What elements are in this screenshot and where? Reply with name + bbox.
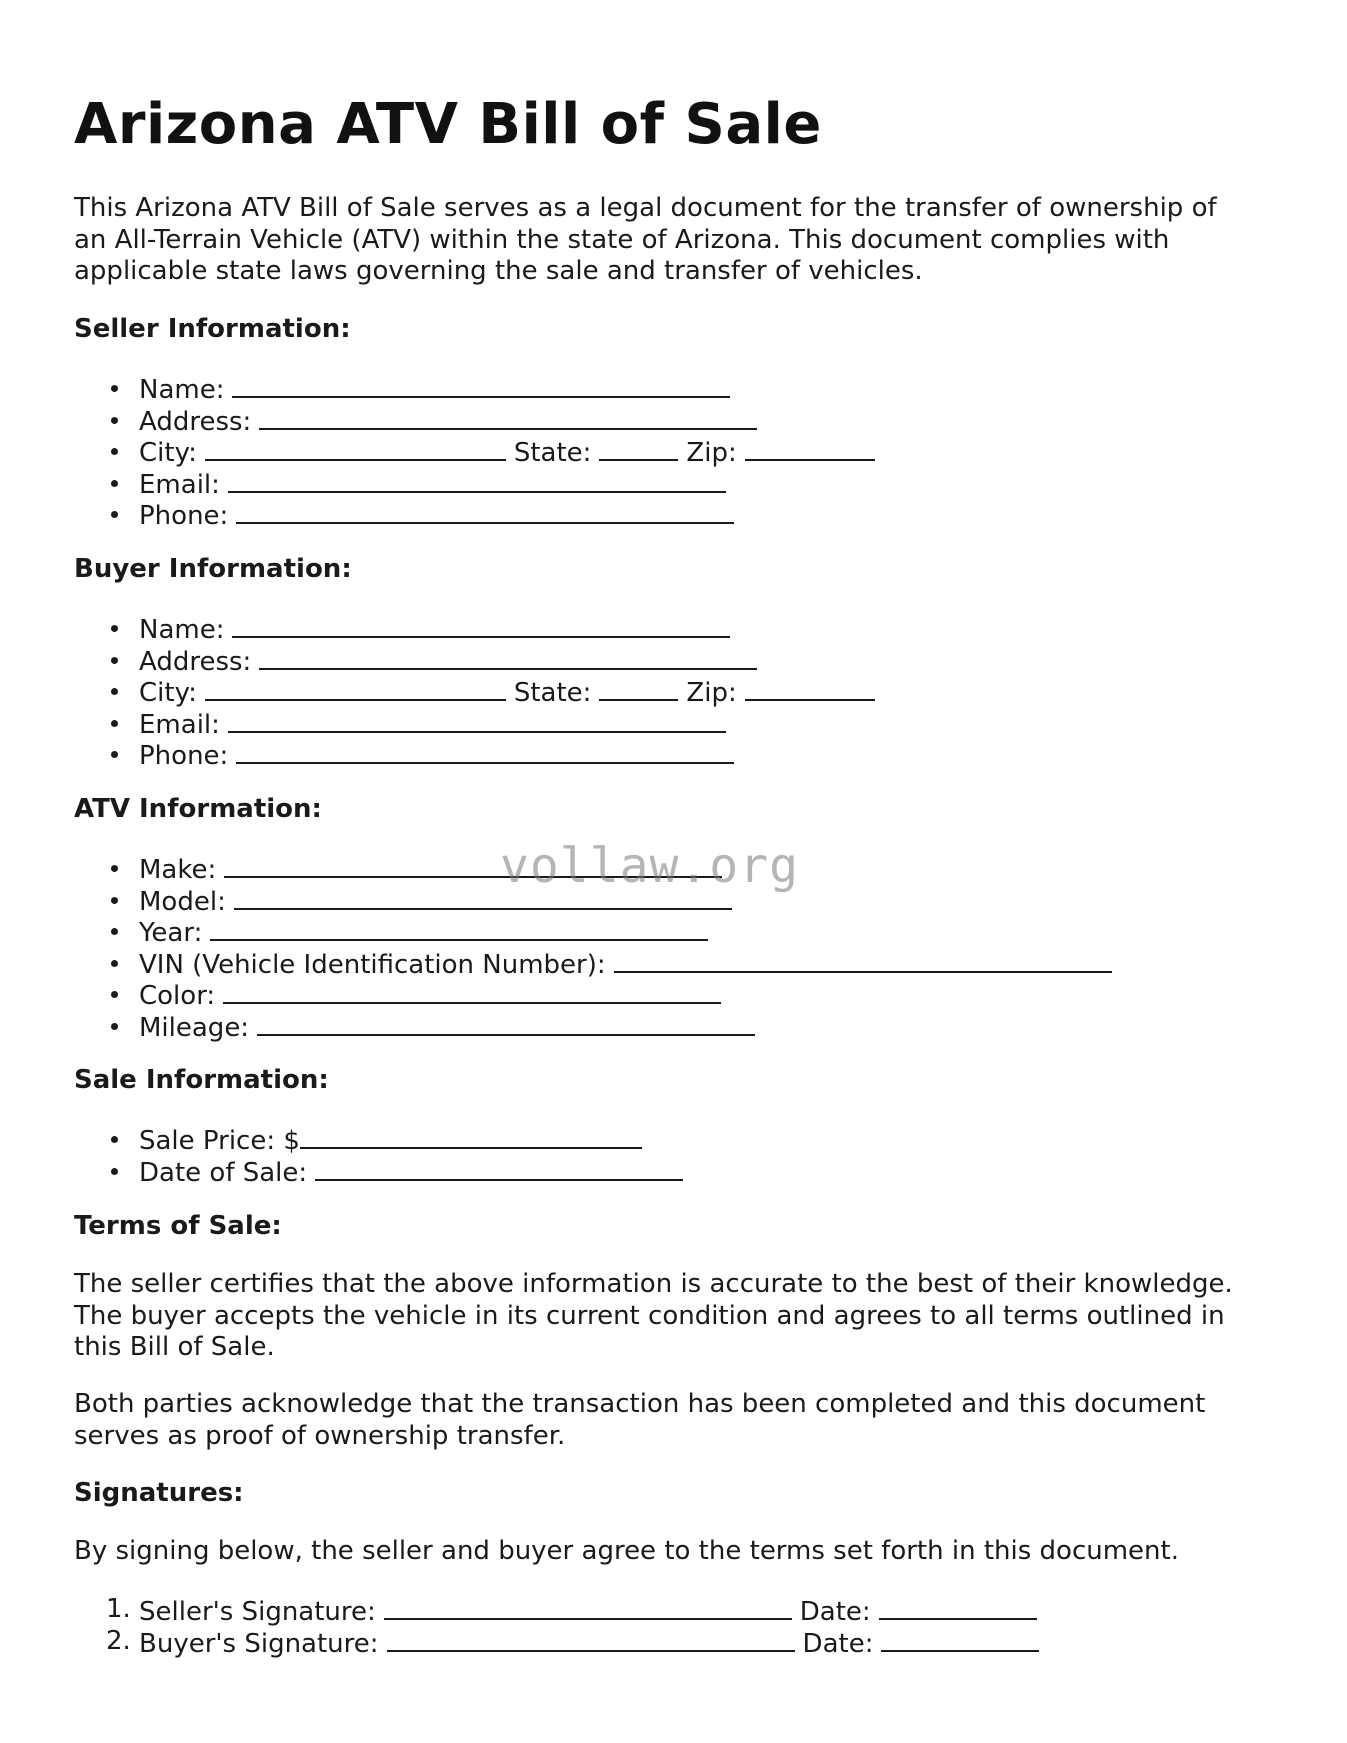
field-label: State:	[513, 678, 592, 708]
sale-price-blank[interactable]	[300, 1123, 642, 1149]
buyer-heading: Buyer Information:	[74, 554, 352, 584]
atv-year-field	[74, 915, 1112, 947]
buyer-name-blank[interactable]	[232, 612, 730, 638]
buyer-email-blank[interactable]	[228, 707, 726, 733]
field-label: State:	[513, 438, 592, 468]
buyer-phone-field	[74, 738, 875, 770]
field-label: Name:	[139, 375, 225, 405]
watermark: vollaw.org	[500, 838, 799, 894]
seller-signature-blank[interactable]	[384, 1594, 792, 1620]
seller-state-blank[interactable]	[599, 435, 678, 461]
buyer-fields	[74, 612, 875, 770]
buyer-address-field	[74, 644, 875, 676]
field-label: Phone:	[139, 501, 229, 531]
buyer-city-field	[74, 675, 875, 707]
intro-paragraph: This Arizona ATV Bill of Sale serves as a legal document for the transfer of ownership of an All-Terrain Vehicle (ATV) within the state of Arizona. This document complies with applicable state laws governing the sale and transfer of vehicles.	[74, 193, 1217, 286]
field-label: VIN (Vehicle Identification Number):	[139, 949, 606, 980]
field-label: Year:	[139, 918, 203, 948]
sale-date-field	[74, 1155, 683, 1187]
terms-paragraph-1: The seller certifies that the above information is accurate to the best of their knowledge. The buyer accepts the vehicle in its current condition and agrees to all terms outlined in this Bill of Sale.	[74, 1269, 1233, 1362]
field-label: Address:	[139, 646, 252, 677]
buyer-signature-field	[74, 1626, 1039, 1658]
buyer-city-blank[interactable]	[205, 675, 506, 701]
seller-zip-blank[interactable]	[745, 435, 875, 461]
atv-color-blank[interactable]	[223, 978, 721, 1004]
atv-mileage-blank[interactable]	[257, 1010, 755, 1036]
seller-address-field	[74, 404, 875, 436]
seller-city-blank[interactable]	[205, 435, 506, 461]
field-label: Color:	[139, 981, 216, 1011]
seller-signature-field	[74, 1594, 1039, 1626]
buyer-email-field	[74, 707, 875, 739]
field-label: City:	[139, 678, 197, 708]
field-label: Date:	[799, 1597, 871, 1627]
field-label: Sale Price: $	[139, 1126, 300, 1156]
seller-name-blank[interactable]	[232, 372, 730, 398]
field-label: Zip:	[686, 678, 737, 708]
seller-fields	[74, 372, 875, 530]
signatures-intro: By signing below, the seller and buyer agree to the terms set forth in this document.	[74, 1536, 1179, 1566]
seller-city-field	[74, 435, 875, 467]
seller-phone-blank[interactable]	[236, 498, 734, 524]
sale-price-field	[74, 1123, 683, 1155]
sale-heading: Sale Information:	[74, 1065, 329, 1095]
field-label: Buyer's Signature:	[139, 1628, 379, 1659]
sale-fields	[74, 1123, 683, 1186]
atv-heading: ATV Information:	[74, 794, 322, 824]
buyer-zip-blank[interactable]	[745, 675, 875, 701]
atv-vin-blank[interactable]	[614, 947, 1112, 973]
field-label: Date:	[802, 1628, 874, 1659]
seller-phone-field	[74, 498, 875, 530]
field-label: Seller's Signature:	[139, 1597, 376, 1627]
field-label: Email:	[139, 469, 220, 500]
field-label: Model:	[139, 886, 226, 917]
field-label: Phone:	[139, 741, 229, 771]
seller-name-field	[74, 372, 875, 404]
buyer-state-blank[interactable]	[599, 675, 678, 701]
field-label: Address:	[139, 406, 252, 437]
seller-heading: Seller Information:	[74, 314, 351, 344]
seller-email-field	[74, 467, 875, 499]
signatures-heading: Signatures:	[74, 1478, 244, 1508]
seller-date-blank[interactable]	[879, 1594, 1037, 1620]
terms-heading: Terms of Sale:	[74, 1211, 282, 1241]
buyer-address-blank[interactable]	[259, 644, 757, 670]
atv-color-field	[74, 978, 1112, 1010]
field-label: Mileage:	[139, 1012, 250, 1043]
buyer-signature-blank[interactable]	[387, 1626, 795, 1652]
atv-vin-field	[74, 947, 1112, 979]
field-label: Make:	[139, 855, 217, 885]
signature-list	[74, 1594, 1039, 1657]
field-label: Date of Sale:	[139, 1157, 308, 1188]
field-label: Email:	[139, 709, 220, 740]
buyer-phone-blank[interactable]	[236, 738, 734, 764]
buyer-name-field	[74, 612, 875, 644]
field-label: City:	[139, 438, 197, 468]
list-number: 2.	[106, 1625, 131, 1656]
sale-date-blank[interactable]	[315, 1155, 683, 1181]
terms-paragraph-2: Both parties acknowledge that the transaction has been completed and this document serves as proof of ownership transfer.	[74, 1389, 1206, 1451]
seller-email-blank[interactable]	[228, 467, 726, 493]
seller-address-blank[interactable]	[259, 404, 757, 430]
atv-year-blank[interactable]	[210, 915, 708, 941]
field-label: Zip:	[686, 438, 737, 468]
list-number: 1.	[106, 1594, 131, 1624]
buyer-date-blank[interactable]	[881, 1626, 1039, 1652]
document-title: Arizona ATV Bill of Sale	[74, 92, 822, 157]
field-label: Name:	[139, 615, 225, 645]
atv-mileage-field	[74, 1010, 1112, 1042]
